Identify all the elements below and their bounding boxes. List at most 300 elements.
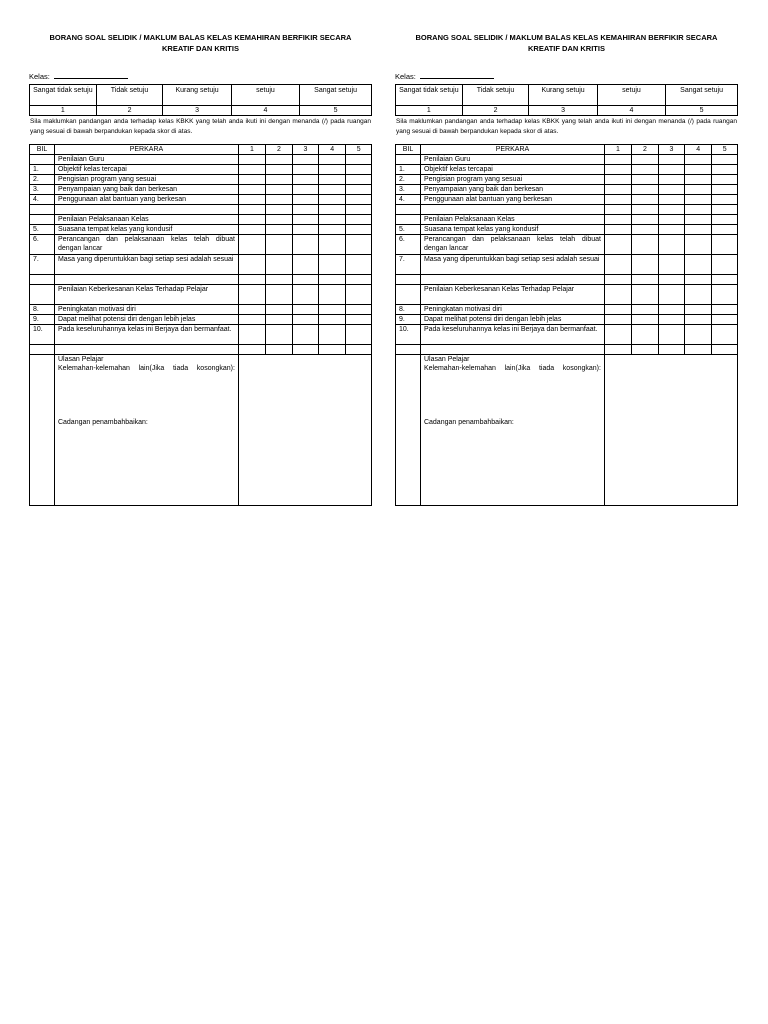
bil-cell [396,345,421,355]
score-cell-1[interactable] [604,315,631,325]
score-cell-2[interactable] [265,175,292,185]
score-cell-3 [658,155,684,165]
score-cell-4 [318,285,345,305]
score-cell-4 [684,205,711,215]
score-cell-1[interactable] [604,225,631,235]
score-cell-3[interactable] [292,195,318,205]
scale-label: Tidak setuju [96,85,163,106]
score-cell-5 [346,155,372,165]
score-cell-3[interactable] [292,325,318,345]
score-cell-2[interactable] [265,315,292,325]
bil-cell [30,285,55,305]
score-cell-3 [658,205,684,215]
score-cell-4[interactable] [684,225,711,235]
score-cell-4 [684,215,711,225]
item-row [30,225,372,235]
ulasan-bil-cell [30,355,55,506]
score-cell-3[interactable] [658,305,684,315]
bil-cell: 8. [30,305,55,315]
item-text: Penggunaan alat bantuan yang berkesan [54,195,238,205]
score-cell-3[interactable] [292,315,318,325]
item-row [396,255,738,275]
item-row [30,235,372,255]
score-cell-2[interactable] [631,325,658,345]
section-row [30,285,372,305]
bil-cell: 3. [396,185,421,195]
score-cell-4 [318,205,345,215]
score-cell-5 [712,155,738,165]
score-cell-5[interactable] [346,225,372,235]
score-cell-2 [631,345,658,355]
rating-scale-table [395,84,738,116]
ulasan-response-area[interactable] [238,355,371,506]
score-cell-3 [292,285,318,305]
score-cell-2[interactable] [265,195,292,205]
score-cell-2[interactable] [631,165,658,175]
item-text: Suasana tempat kelas yang kondusif [54,225,238,235]
bil-cell [396,215,421,225]
scale-label: Tidak setuju [462,85,529,106]
score-cell-5[interactable] [346,325,372,345]
score-cell-4[interactable] [684,175,711,185]
item-text: Objektif kelas tercapai [420,165,604,175]
score-cell-5[interactable] [712,195,738,205]
score-cell-4[interactable] [318,175,345,185]
score-cell-3[interactable] [292,165,318,175]
item-text: Penyampaian yang baik dan berkesan [420,185,604,195]
bil-cell: 10. [30,325,55,345]
score-cell-4[interactable] [318,255,345,275]
spacer-row [30,275,372,285]
score-cell-2[interactable] [265,225,292,235]
bil-cell: 8. [396,305,421,315]
rating-scale-table [29,84,372,116]
scale-label: Kurang setuju [529,85,597,106]
score-cell-4[interactable] [684,185,711,195]
score-cell-3[interactable] [658,225,684,235]
scale-label: Sangat setuju [666,85,738,106]
bil-cell: 1. [30,165,55,175]
header-score-1: 1 [604,145,631,155]
score-cell-3[interactable] [658,235,684,255]
item-text: Penyampaian yang baik dan berkesan [54,185,238,195]
score-cell-3[interactable] [658,315,684,325]
score-cell-5 [712,275,738,285]
score-cell-1[interactable] [238,315,265,325]
score-cell-4[interactable] [318,325,345,345]
item-row [396,175,738,185]
kelas-input-line[interactable] [420,70,494,79]
score-cell-1[interactable] [604,305,631,315]
scale-number: 1 [30,106,97,116]
score-cell-5[interactable] [712,255,738,275]
scale-label: setuju [231,85,299,106]
bil-cell [396,275,421,285]
score-cell-4[interactable] [318,185,345,195]
scale-number: 3 [163,106,231,116]
score-cell-4 [684,345,711,355]
section-row [396,285,738,305]
header-perkara: PERKARA [420,145,604,155]
score-cell-1[interactable] [604,235,631,255]
score-cell-3[interactable] [658,185,684,195]
header-score-2: 2 [265,145,292,155]
score-cell-1[interactable] [238,255,265,275]
score-cell-1[interactable] [238,225,265,235]
score-cell-2[interactable] [631,175,658,185]
item-text: Pengisian program yang sesuai [420,175,604,185]
bil-cell [30,215,55,225]
score-cell-1 [604,155,631,165]
score-cell-4[interactable] [684,325,711,345]
scale-number: 5 [300,106,372,116]
score-cell-2[interactable] [265,255,292,275]
score-cell-1[interactable] [604,255,631,275]
scale-number: 2 [96,106,163,116]
section-row [30,155,372,165]
score-cell-4[interactable] [684,305,711,315]
score-cell-3 [658,285,684,305]
score-cell-2[interactable] [631,305,658,315]
scale-number: 5 [666,106,738,116]
bil-cell [30,155,55,165]
spacer-row [396,205,738,215]
item-text: Dapat melihat potensi diri dengan lebih jelas [54,315,238,325]
ulasan-cell[interactable] [420,355,604,506]
bil-cell: 4. [30,195,55,205]
score-cell-2 [631,275,658,285]
item-text: Pengisian program yang sesuai [54,175,238,185]
bil-cell: 5. [30,225,55,235]
bil-cell: 1. [396,165,421,175]
section-heading: Penilaian Pelaksanaan Kelas [54,215,238,225]
score-cell-5 [712,285,738,305]
evaluation-table [395,144,738,506]
score-cell-1[interactable] [604,185,631,195]
score-cell-1 [604,205,631,215]
score-cell-3[interactable] [292,175,318,185]
section-heading [420,345,604,355]
score-cell-1 [604,345,631,355]
item-text: Penggunaan alat bantuan yang berkesan [420,195,604,205]
score-cell-2 [265,205,292,215]
score-cell-1[interactable] [604,175,631,185]
header-score-4: 4 [318,145,345,155]
item-row [30,325,372,345]
score-cell-4 [684,285,711,305]
cadangan-label: Cadangan penambahbaikan: [57,419,148,426]
header-score-5: 5 [346,145,372,155]
section-heading: Penilaian Guru [54,155,238,165]
bil-cell: 7. [30,255,55,275]
score-cell-4 [684,155,711,165]
score-cell-5[interactable] [346,305,372,315]
score-cell-5[interactable] [712,315,738,325]
score-cell-1 [238,275,265,285]
score-cell-2[interactable] [631,315,658,325]
score-cell-5 [346,285,372,305]
score-cell-2[interactable] [265,165,292,175]
score-cell-2 [631,215,658,225]
item-row [396,305,738,315]
item-row [396,165,738,175]
scale-label: Sangat tidak setuju [30,85,97,106]
section-heading [54,345,238,355]
header-score-3: 3 [658,145,684,155]
score-cell-1 [604,215,631,225]
bil-cell [396,205,421,215]
bil-cell: 6. [396,235,421,255]
item-row [396,185,738,195]
score-cell-3[interactable] [658,325,684,345]
section-row [396,215,738,225]
score-cell-5 [346,345,372,355]
score-cell-3 [292,215,318,225]
item-row [30,195,372,205]
score-cell-2 [265,285,292,305]
score-cell-4[interactable] [684,195,711,205]
instructions: Sila maklumkan pandangan anda terhadap kelas KBKK yang telah anda ikuti ini dengan menanda (/) pada ruangan yang sesuai di bawah berpandukan kepada skor di atas. [396,118,737,135]
score-cell-5[interactable] [346,175,372,185]
kelas-input-line[interactable] [54,70,128,79]
score-cell-1[interactable] [604,325,631,345]
score-cell-1[interactable] [238,175,265,185]
section-row [30,215,372,225]
score-cell-5[interactable] [712,225,738,235]
kelemahan-label: Kelemahan-kelemahan lain(Jika tiada kosongkan): [57,365,235,372]
header-bil: BIL [30,145,55,155]
scale-number: 2 [462,106,529,116]
score-cell-2[interactable] [631,225,658,235]
score-cell-4[interactable] [318,305,345,315]
score-cell-4 [318,345,345,355]
bil-cell: 2. [396,175,421,185]
score-cell-4[interactable] [684,315,711,325]
item-row [396,225,738,235]
score-cell-4[interactable] [318,315,345,325]
bil-cell: 9. [396,315,421,325]
score-cell-1 [238,215,265,225]
score-cell-1 [238,285,265,305]
item-text: Dapat melihat potensi diri dengan lebih jelas [420,315,604,325]
score-cell-5 [712,215,738,225]
item-text: Suasana tempat kelas yang kondusif [420,225,604,235]
bil-cell: 9. [30,315,55,325]
kelas-label: Kelas: [29,72,50,81]
ulasan-bil-cell [396,355,421,506]
score-cell-1 [604,285,631,305]
item-row [396,325,738,345]
score-cell-3[interactable] [658,255,684,275]
item-text: Masa yang diperuntukkan bagi setiap sesi adalah sesuai [420,255,604,275]
ulasan-heading: Ulasan Pelajar [57,356,104,363]
score-cell-5 [712,345,738,355]
score-cell-2[interactable] [631,185,658,195]
header-score-2: 2 [631,145,658,155]
kelas-field [29,70,372,82]
spacer-row [396,275,738,285]
score-cell-3 [658,345,684,355]
score-cell-5[interactable] [346,165,372,175]
score-cell-1[interactable] [238,195,265,205]
section-heading [420,205,604,215]
bil-cell: 7. [396,255,421,275]
section-heading [54,275,238,285]
score-cell-2[interactable] [631,235,658,255]
score-cell-5[interactable] [712,305,738,315]
score-cell-2 [631,155,658,165]
score-cell-1 [238,205,265,215]
score-cell-3[interactable] [292,225,318,235]
score-cell-4[interactable] [318,165,345,175]
score-cell-4[interactable] [684,235,711,255]
score-cell-1 [238,345,265,355]
bil-cell: 6. [30,235,55,255]
instructions: Sila maklumkan pandangan anda terhadap kelas KBKK yang telah anda ikuti ini dengan menanda (/) pada ruangan yang sesuai di bawah berpandukan kepada skor di atas. [30,118,371,135]
score-cell-1 [238,155,265,165]
score-cell-3[interactable] [292,305,318,315]
header-score-5: 5 [712,145,738,155]
score-cell-3 [292,345,318,355]
score-cell-2[interactable] [265,305,292,315]
score-cell-3 [658,275,684,285]
score-cell-3[interactable] [292,235,318,255]
score-cell-4[interactable] [318,195,345,205]
section-heading [420,275,604,285]
header-perkara: PERKARA [54,145,238,155]
score-cell-4 [318,215,345,225]
score-cell-3[interactable] [292,255,318,275]
kelemahan-label: Kelemahan-kelemahan lain(Jika tiada kosongkan): [423,365,601,372]
score-cell-4 [318,275,345,285]
feedback-form-left [29,32,372,506]
score-cell-2[interactable] [631,195,658,205]
spacer-row [30,205,372,215]
bil-cell [30,345,55,355]
score-cell-5[interactable] [346,195,372,205]
score-cell-5[interactable] [712,185,738,195]
score-cell-5[interactable] [712,165,738,175]
score-cell-4[interactable] [684,255,711,275]
item-row [30,185,372,195]
kelas-field [395,70,738,82]
score-cell-4[interactable] [684,165,711,175]
form-title: BORANG SOAL SELIDIK / MAKLUM BALAS KELAS KEMAHIRAN BERFIKIR SECARA KREATIF DAN KRITIS [415,33,718,53]
item-text: Peningkatan motivasi diri [420,305,604,315]
score-cell-1 [604,275,631,285]
score-cell-1[interactable] [238,185,265,195]
bil-cell: 2. [30,175,55,185]
ulasan-heading: Ulasan Pelajar [423,356,470,363]
score-cell-2[interactable] [265,235,292,255]
item-row [396,315,738,325]
item-text: Masa yang diperuntukkan bagi setiap sesi adalah sesuai [54,255,238,275]
header-bil: BIL [396,145,421,155]
score-cell-1[interactable] [238,325,265,345]
score-cell-2[interactable] [265,325,292,345]
ulasan-cell[interactable] [54,355,238,506]
spacer-row [30,345,372,355]
section-row [396,155,738,165]
score-cell-4[interactable] [318,225,345,235]
score-cell-5[interactable] [346,255,372,275]
score-cell-2 [265,275,292,285]
score-cell-5 [712,205,738,215]
ulasan-response-area[interactable] [604,355,737,506]
cadangan-label: Cadangan penambahbaikan: [423,419,514,426]
score-cell-2 [631,285,658,305]
item-text: Perancangan dan pelaksanaan kelas telah dibuat dengan lancar [420,235,604,255]
score-cell-2 [265,345,292,355]
section-heading [54,205,238,215]
item-row [30,315,372,325]
score-cell-4[interactable] [318,235,345,255]
score-cell-3[interactable] [658,165,684,175]
item-row [30,165,372,175]
item-row [30,305,372,315]
score-cell-3[interactable] [292,185,318,195]
scale-label: Sangat tidak setuju [396,85,463,106]
score-cell-2 [265,155,292,165]
item-text: Objektif kelas tercapai [54,165,238,175]
form-title: BORANG SOAL SELIDIK / MAKLUM BALAS KELAS KEMAHIRAN BERFIKIR SECARA KREATIF DAN KRITIS [49,33,352,53]
score-cell-3[interactable] [658,195,684,205]
spacer-row [396,345,738,355]
score-cell-2 [265,215,292,225]
score-cell-1[interactable] [238,305,265,315]
score-cell-1[interactable] [238,165,265,175]
bil-cell: 5. [396,225,421,235]
score-cell-1[interactable] [604,165,631,175]
evaluation-table [29,144,372,506]
section-heading: Penilaian Keberkesanan Kelas Terhadap Pelajar [54,285,238,305]
item-text: Perancangan dan pelaksanaan kelas telah dibuat dengan lancar [54,235,238,255]
score-cell-2 [631,205,658,215]
bil-cell: 10. [396,325,421,345]
score-cell-3[interactable] [658,175,684,185]
score-cell-5[interactable] [712,325,738,345]
score-cell-1[interactable] [604,195,631,205]
item-text: Pada keseluruhannya kelas ini Berjaya dan bermanfaat. [54,325,238,345]
bil-cell: 3. [30,185,55,195]
header-score-4: 4 [684,145,711,155]
score-cell-1[interactable] [238,235,265,255]
item-row [30,255,372,275]
bil-cell [396,155,421,165]
scale-number: 4 [231,106,299,116]
scale-number: 3 [529,106,597,116]
header-score-3: 3 [292,145,318,155]
score-cell-3 [292,155,318,165]
item-row [396,235,738,255]
header-score-1: 1 [238,145,265,155]
score-cell-5[interactable] [346,315,372,325]
scale-number: 1 [396,106,463,116]
score-cell-3 [292,205,318,215]
score-cell-3 [658,215,684,225]
section-heading: Penilaian Keberkesanan Kelas Terhadap Pelajar [420,285,604,305]
score-cell-4 [318,155,345,165]
score-cell-5 [346,215,372,225]
score-cell-5[interactable] [346,185,372,195]
bil-cell [30,205,55,215]
score-cell-5[interactable] [346,235,372,255]
section-heading: Penilaian Guru [420,155,604,165]
score-cell-5[interactable] [712,175,738,185]
score-cell-2[interactable] [265,185,292,195]
score-cell-5[interactable] [712,235,738,255]
score-cell-2[interactable] [631,255,658,275]
